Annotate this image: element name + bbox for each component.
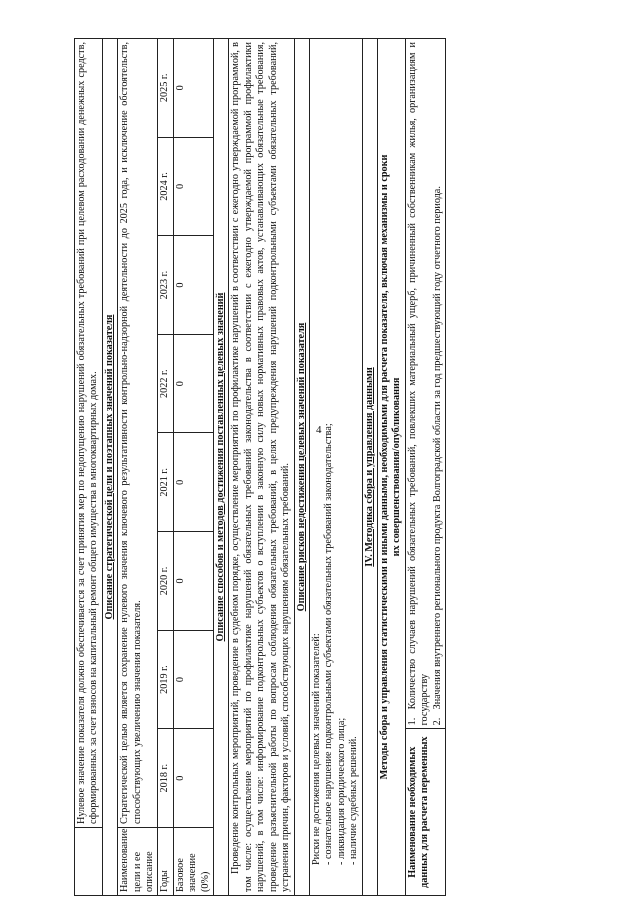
risks-heading-row <box>294 39 309 896</box>
risks-heading: Описание рисков недостижения целевых значений показателя <box>294 39 309 896</box>
indicator-table <box>74 38 446 896</box>
data-variables-list <box>405 39 445 729</box>
year-cell: 2021 г. <box>158 433 173 532</box>
risk-line: - наличие судебных решений. <box>348 736 360 865</box>
risks-list <box>309 39 362 896</box>
methods-heading-row <box>214 39 229 896</box>
risk-line: - сознательное нарушение подконтрольными субъектами обязательных требований законодательства; <box>323 423 335 865</box>
section4-heading-row <box>362 39 377 896</box>
year-cell: 2024 г. <box>158 137 173 236</box>
rotated-document-table <box>74 38 560 896</box>
section4-heading: IV. Методика сбора и управления данными <box>362 39 377 896</box>
risks-row <box>309 39 362 896</box>
methods-text: Проведение контрольных мероприятий, проведение в судебном порядке, осуществление мероприятий по профилактике нарушений в соответствии с ежегодно утверждаемой программой, в том числе: осуществление мероприятий по профилактике нарушений обязательных требований законодательства в соответствии с ежегодно утверждаемой программой профилактики нарушений, в том числе: информирование подконтрольных субъектов о вступлении в законную силу новых нормативных правовых актов, устанавливающих обязательные требования, проведение разъяснительной работы по вопросам соблюдения обязательных требований, в целях предупреждения нарушений подконтрольными субъектами обязательных требований, устранения причин, факторов и условий, способствующих нарушениям обязательных требований. <box>229 39 294 896</box>
data-variables-label: Наименование необходимых данных для расчета переменных <box>405 729 445 896</box>
base-values-row <box>173 39 213 896</box>
variable-item <box>407 42 432 725</box>
base-value-cell: 0 <box>173 433 213 532</box>
data-variables-row <box>405 39 445 896</box>
methods-heading: Описание способов и методов достижения поставленных целевых значений <box>214 39 229 896</box>
base-value-cell: 0 <box>173 334 213 433</box>
base-value-cell: 0 <box>173 39 213 138</box>
year-cell: 2019 г. <box>158 630 173 729</box>
section4-subheading <box>377 39 405 896</box>
base-value-cell: 0 <box>173 137 213 236</box>
year-cell: 2022 г. <box>158 334 173 433</box>
variable-item-text: Количество случаев нарушений обязательных требований, повлекших материальный ущерб, причиненный собственникам жилья, организациям и государству <box>406 42 431 726</box>
strategic-heading-row <box>102 39 117 896</box>
strategic-heading: Описание стратегической цели и поэтапных значений показателя <box>102 39 117 896</box>
variable-item-number: 1. <box>406 717 418 726</box>
section4-subheading-left: Методы сбора и управления статистическими и иными данными, необходимыми для расчета показателя, включая механизмы и сроки <box>378 154 390 780</box>
base-value-cell: 0 <box>173 532 213 631</box>
variable-item-text: Значения внутреннего регионального продукта Волгоградской области за год предшествующий году отчетного периода. <box>431 186 443 710</box>
methods-row <box>229 39 294 896</box>
intro-empty-cell <box>75 828 103 896</box>
base-value-cell: 0 <box>173 236 213 335</box>
years-label: Годы <box>158 828 173 896</box>
years-row <box>158 39 173 896</box>
section4-subheading-row <box>377 39 405 896</box>
risk-line: Риски не достижения целевых значений показателей: <box>310 633 322 865</box>
intro-text: Нулевое значение показателя должно обеспечивается за счет принятия мер по недопущению нарушений обязательных требований при целевом расходовании денежных средств, сформированных за счет взносов на капитальный ремонт общего имущества в многоквартирных домах. <box>75 39 103 828</box>
base-label: Базовое значение (0%) <box>173 828 213 896</box>
page-number: 4 <box>316 424 322 436</box>
variable-item-number: 2. <box>431 717 443 726</box>
strategic-row <box>118 39 158 896</box>
year-cell: 2018 г. <box>158 729 173 828</box>
base-value-cell: 0 <box>173 729 213 828</box>
year-cell: 2020 г. <box>158 532 173 631</box>
strategic-text: Стратегической целью является сохранение нулевого значения ключевого результативности контрольно-надзорной деятельности до 2025 года, и исключение обстоятельств, способствующих увеличению значения показателя. <box>118 39 158 828</box>
year-cell: 2025 г. <box>158 39 173 138</box>
risk-line: - ликвидация юридического лица; <box>335 717 347 865</box>
intro-row <box>75 39 103 896</box>
year-cell: 2023 г. <box>158 236 173 335</box>
base-value-cell: 0 <box>173 630 213 729</box>
variable-item <box>432 42 444 725</box>
section4-subheading-right: их совершенствования/опубликования <box>391 377 403 557</box>
strategic-label: Наименование цели и ее описание <box>118 828 158 896</box>
